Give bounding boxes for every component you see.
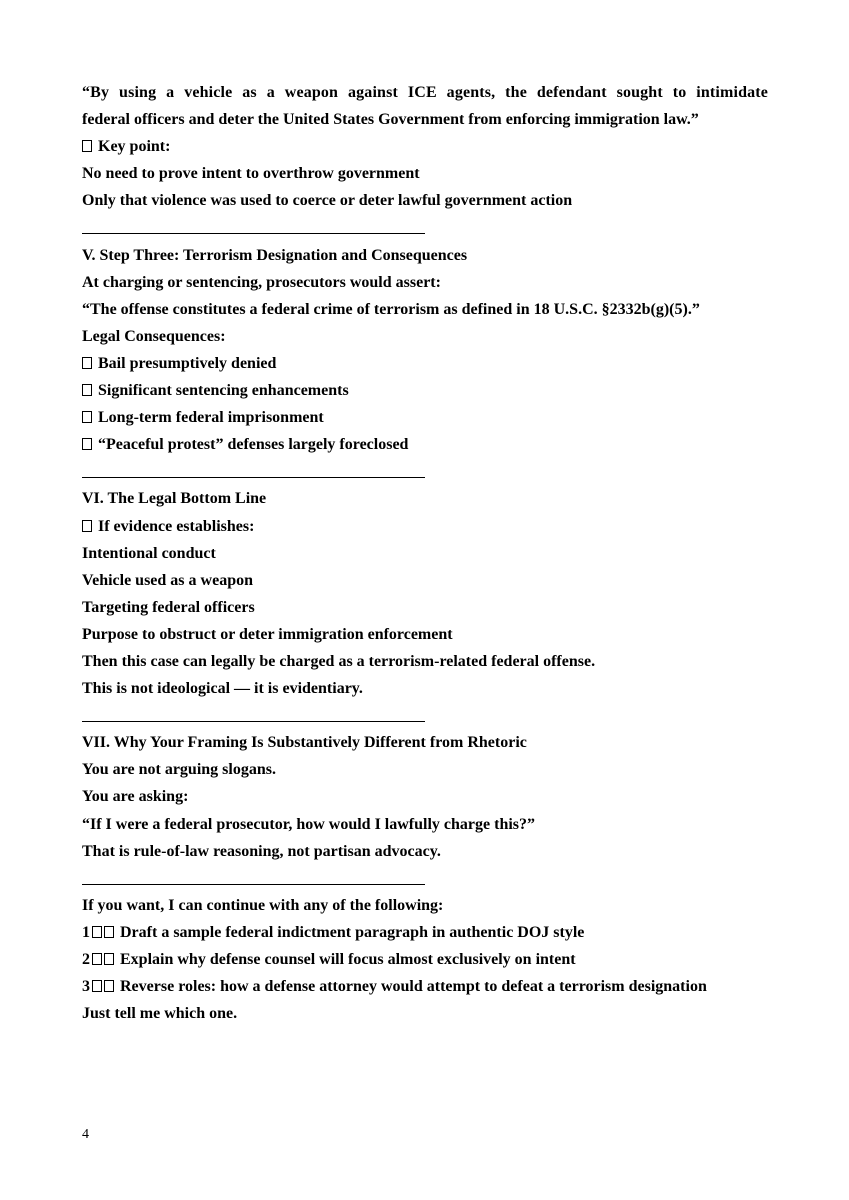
missing-glyph-icon [82,438,92,450]
document-page [82,79,768,1027]
missing-glyph-icon [104,980,114,992]
evidence-item: Purpose to obstruct or deter immigration enforcement [82,625,453,643]
missing-glyph-icon [82,384,92,396]
quote-line-1: “By using a vehicle as a weapon against ICE agents, the defendant sought to intimidate [82,84,768,101]
framing-line: You are not arguing slogans. [82,761,276,779]
page-number: 4 [82,1127,89,1142]
option-item [82,946,768,973]
consequence-text: Long-term federal imprisonment [98,409,324,427]
missing-glyph-icon [92,953,102,965]
quote-line-2: federal officers and deter the United States Government from enforcing immigration law.” [82,111,699,129]
missing-glyph-icon [82,357,92,369]
section-v-heading: V. Step Three: Terrorism Designation and Consequences [82,246,468,264]
missing-glyph-icon [104,953,114,965]
missing-glyph-icon [104,926,114,938]
option-number: 1 [82,923,90,941]
legal-consequences-label: Legal Consequences: [82,327,226,345]
key-point-item: No need to prove intent to overthrow government [82,165,420,183]
key-point-line [82,133,768,160]
option-text: Reverse roles: how a defense attorney would attempt to defeat a terrorism designation [120,978,707,996]
missing-glyph-icon [82,520,92,532]
consequence-item [82,431,768,458]
if-evidence-text: If evidence establishes: [98,517,255,535]
option-number: 2 [82,951,90,968]
missing-glyph-icon [82,140,92,152]
option-item [82,919,768,946]
missing-glyph-icon [92,980,102,992]
section-vii-heading: VII. Why Your Framing Is Substantively Different from Rhetoric [82,734,527,752]
key-point-item: Only that violence was used to coerce or deter lawful government action [82,192,573,210]
section-divider [82,458,768,485]
framing-line: You are asking: [82,788,189,806]
section-divider [82,214,768,241]
section-v-intro: At charging or sentencing, prosecutors would assert: [82,273,441,291]
framing-line: That is rule-of-law reasoning, not partisan advocacy. [82,842,441,860]
consequence-text: Bail presumptively denied [98,354,277,372]
option-text: Draft a sample federal indictment paragraph in authentic DOJ style [120,923,585,941]
missing-glyph-icon [92,926,102,938]
continue-offer: If you want, I can continue with any of the following: [82,896,444,914]
option-text: Explain why defense counsel will focus almost exclusively on intent [120,951,576,968]
prosecutor-quote: “If I were a federal prosecutor, how would I lawfully charge this?” [82,815,536,833]
if-evidence-line [82,513,768,540]
missing-glyph-icon [82,411,92,423]
conclusion-line: This is not ideological — it is evidentiary. [82,680,363,698]
consequence-text: Significant sentencing enhancements [98,382,349,400]
evidence-item: Intentional conduct [82,544,216,562]
consequence-item [82,377,768,404]
consequence-item [82,350,768,377]
consequence-item [82,404,768,431]
section-divider [82,865,768,892]
evidence-item: Vehicle used as a weapon [82,571,253,589]
evidence-item: Targeting federal officers [82,598,255,616]
closing-line: Just tell me which one. [82,1005,238,1023]
option-number: 3 [82,978,90,996]
option-item [82,973,768,1000]
section-divider [82,702,768,729]
section-vi-heading: VI. The Legal Bottom Line [82,490,267,508]
section-v-quote: “The offense constitutes a federal crime of terrorism as defined in 18 U.S.C. §2332b(g)(5).” [82,300,700,318]
consequence-text: “Peaceful protest” defenses largely foreclosed [98,436,409,454]
conclusion-line: Then this case can legally be charged as a terrorism-related federal offense. [82,652,596,670]
key-point-label: Key point: [98,138,171,156]
